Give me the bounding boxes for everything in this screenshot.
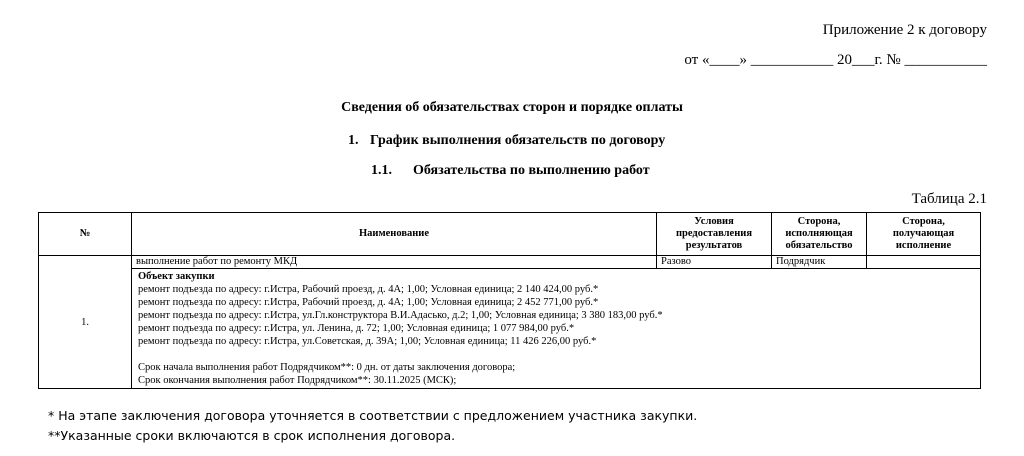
col-header-name: Наименование [132,213,657,256]
procurement-object-heading: Объект закупки [138,271,215,282]
table-row-details [39,269,981,389]
procurement-item: ремонт подъезда по адресу: г.Истра, ул.Гл.конструктора В.И.Адасько, д.2; 1,00; Условная единица; 3 380 183,00 руб.* [138,310,663,321]
section-title: График выполнения обязательств по договору [370,133,666,148]
procurement-item: ремонт подъезда по адресу: г.Истра, Рабочий проезд, д. 4А; 1,00; Условная единица; 2 140 424,00 руб.* [138,284,599,295]
col-header-recipient: Сторона, получающая исполнение [867,213,981,256]
procurement-item: ремонт подъезда по адресу: г.Истра, ул.Советская, д. 39А; 1,00; Условная единица; 11 426 226,00 руб.* [138,336,597,347]
row-conditions: Разово [657,256,772,269]
subsection-heading [371,163,650,179]
table-caption: Таблица 2.1 [911,191,987,207]
footnote-single-asterisk: * На этапе заключения договора уточняется в соответствии с предложением участника закупки. [48,408,698,423]
row-number: 1. [39,256,132,389]
col-header-conditions: Условия предоставления результатов [657,213,772,256]
start-term: Срок начала выполнения работ Подрядчиком**: 0 дн. от даты заключения договора; [138,362,516,373]
row-name: выполнение работ по ремонту МКД [132,256,657,269]
row-recipient [867,256,981,269]
contract-dateline: от «____» ___________ 20___г. № ___________ [684,52,987,68]
spacer [138,348,974,361]
document-title: Сведения об обязательствах сторон и порядке оплаты [341,100,683,115]
col-header-number: № [39,213,132,256]
procurement-item: ремонт подъезда по адресу: г.Истра, Рабочий проезд, д. 4А; 1,00; Условная единица; 2 452 771,00 руб.* [138,297,599,308]
footnote-double-asterisk: **Указанные сроки включаются в срок исполнения договора. [48,428,456,443]
obligations-table [38,212,981,389]
procurement-item: ремонт подъезда по адресу: г.Истра, ул. Ленина, д. 72; 1,00; Условная единица; 1 077 984,00 руб.* [138,323,575,334]
table-header-row [39,213,981,256]
section-number: 1. [348,133,359,148]
row-performer: Подрядчик [772,256,867,269]
appendix-label: Приложение 2 к договору [822,22,987,38]
subsection-number: 1.1. [371,163,392,178]
subsection-title: Обязательства по выполнению работ [413,163,650,178]
table-row [39,256,981,269]
col-header-performer: Сторона, исполняющая обязательство [772,213,867,256]
procurement-details [132,269,981,389]
end-term: Срок окончания выполнения работ Подрядчиком**: 30.11.2025 (МСК); [138,375,457,386]
section-heading [348,133,665,149]
